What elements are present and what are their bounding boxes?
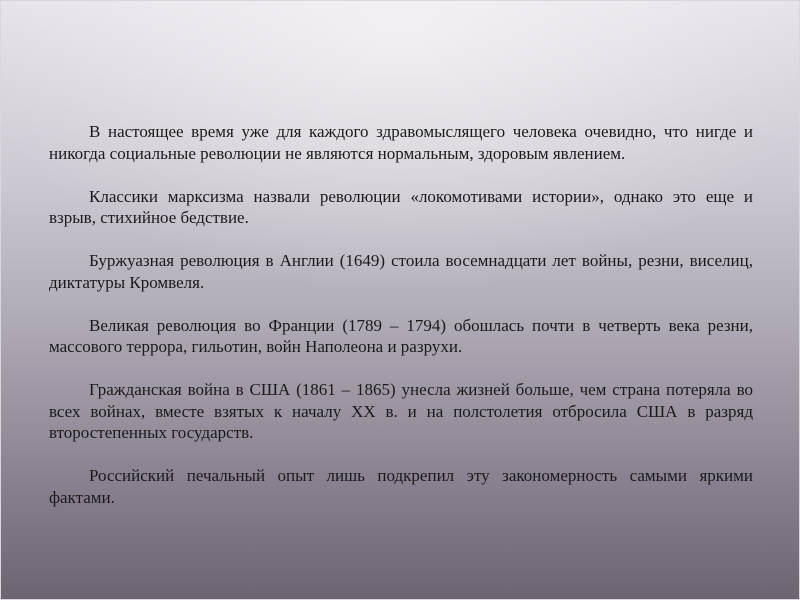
slide-text-block — [49, 121, 753, 508]
paragraph-3: Буржуазная революция в Англии (1649) стоила восемнадцати лет войны, резни, виселиц, диктатуры Кромвеля. — [49, 251, 753, 292]
paragraph-2: Классики марксизма назвали революции «локомотивами истории», однако это еще и взрыв, стихийное бедствие. — [49, 186, 753, 227]
paragraph-5: Гражданская война в США (1861 – 1865) унесла жизней больше, чем страна потеряла во всех войнах, вместе взятых к началу XX в. и на полстолетия отбросила США в разряд второстепенных государств. — [49, 380, 753, 442]
paragraph-6: Российский печальный опыт лишь подкрепил эту закономерность самыми яркими фактами. — [49, 466, 753, 507]
paragraph-4: Великая революция во Франции (1789 – 1794) обошлась почти в четверть века резни, массового террора, гильотин, войн Наполеона и разрухи. — [49, 315, 753, 356]
paragraph-1: В настоящее время уже для каждого здравомыслящего человека очевидно, что нигде и никогда социальные революции не являются нормальным, здоровым явлением. — [49, 122, 753, 163]
